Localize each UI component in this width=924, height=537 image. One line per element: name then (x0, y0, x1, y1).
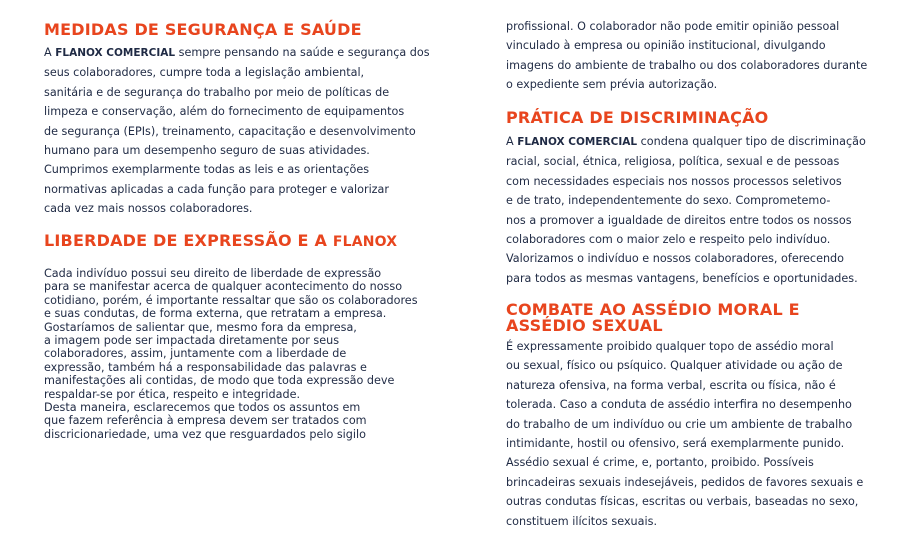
paragraph-line: para se manifestar acerca de qualquer acontecimento do nosso (44, 280, 403, 294)
paragraph-line: para todos as mesmas vantagens, benefícios e oportunidades. (506, 271, 858, 285)
paragraph-line: brincadeiras sexuais indesejáveis, pedidos de favores sexuais e (506, 475, 864, 489)
paragraph-line: e suas condutas, de forma externa, que retratam a empresa. (44, 307, 387, 321)
paragraph-line: outras condutas físicas, escritas ou verbais, baseadas no sexo, (506, 495, 859, 509)
paragraph-line: vinculado à empresa ou opinião institucional, divulgando (506, 39, 826, 53)
paragraph-line: É expressamente proibido qualquer topo de assédio moral (506, 340, 834, 353)
paragraph-line: profissional. O colaborador não pode emitir opinião pessoal (506, 20, 840, 33)
paragraph-line: com necessidades especiais nos nossos processos seletivos (506, 174, 842, 188)
paragraph-line: e de trato, independentemente do sexo. Comprometemo- (506, 194, 831, 208)
section-title-freedom-expression (44, 232, 397, 251)
paragraph-line: de segurança (EPIs), treinamento, capacitação e desenvolvimento (44, 124, 416, 138)
paragraph-line: Valorizamos o indivíduo e nossos colaboradores, oferecendo (506, 252, 845, 266)
paragraph-line: normativas aplicadas a cada função para proteger e valorizar (44, 182, 390, 196)
paragraph-line: colaboradores, assim, juntamente com a liberdade de (44, 347, 347, 361)
line-text: sempre pensando na saúde e segurança dos (175, 46, 430, 59)
paragraph-line: cada vez mais nossos colaboradores. (44, 202, 253, 216)
paragraph-line: que fazem referência à empresa devem ser tratados com (44, 414, 367, 428)
title-text: LIBERDADE DE EXPRESSÃO E A (44, 231, 333, 250)
paragraph-line: cotidiano, porém, é importante ressaltar que são os colaboradores (44, 293, 418, 307)
paragraph-line (506, 132, 866, 152)
paragraph-line: racial, social, étnica, religiosa, política, sexual e de pessoas (506, 155, 840, 169)
paragraph-line: humano para um desempenho seguro de suas atividades. (44, 144, 370, 158)
line-text: condena qualquer tipo de discriminação (637, 135, 866, 148)
section-body-continuation (506, 17, 867, 95)
paragraph-line: seus colaboradores, cumpre toda a legislação ambiental, (44, 66, 365, 80)
paragraph-line: imagens do ambiente de trabalho ou dos colaboradores durante (506, 58, 868, 72)
paragraph-line: ou sexual, físico ou psíquico. Qualquer atividade ou ação de (506, 359, 843, 373)
intro-word: A (44, 46, 52, 59)
paragraph-line: do trabalho de um indivíduo ou crie um ambiente de trabalho (506, 417, 853, 431)
section-title-discrimination: PRÁTICA DE DISCRIMINAÇÃO (506, 108, 769, 127)
paragraph-line (44, 43, 430, 63)
paragraph-line: limpeza e conservação, além do fornecimento de equipamentos (44, 105, 405, 119)
brand-name: FLANOX COMERCIAL (55, 47, 176, 59)
paragraph-line: natureza ofensiva, na forma verbal, escrita ou física, não é (506, 378, 836, 392)
paragraph-line: discricionariedade, uma vez que resguardados pelo sigilo (44, 427, 366, 441)
brand-name: FLANOX COMERCIAL (517, 136, 638, 148)
section-title-health-safety: MEDIDAS DE SEGURANÇA E SAÚDE (44, 20, 362, 39)
section-body-discrimination (506, 132, 866, 288)
paragraph-line: o expediente sem prévia autorização. (506, 78, 718, 92)
paragraph-line: colaboradores com o maior zelo e respeito pelo indivíduo. (506, 233, 831, 247)
intro-word: A (506, 135, 514, 148)
section-body-health-safety (44, 43, 430, 219)
section-title-harassment: COMBATE AO ASSÉDIO MORAL E ASSÉDIO SEXUAL (506, 300, 800, 335)
title-brand: FLANOX (332, 234, 398, 250)
paragraph-line: a imagem pode ser impactada diretamente por seus (44, 334, 340, 348)
paragraph-line: intimidante, hostil ou ofensivo, será exemplarmente punido. (506, 437, 845, 451)
paragraph-line: Cada indivíduo possui seu direito de liberdade de expressão (44, 267, 382, 280)
section-body-freedom-expression (44, 267, 418, 441)
paragraph-line: nos a promover a igualdade de direitos entre todos os nossos (506, 213, 852, 227)
paragraph-line: constituem ilícitos sexuais. (506, 514, 657, 528)
paragraph-line: respaldar-se por ética, respeito e integridade. (44, 387, 301, 401)
paragraph-line: Desta maneira, esclarecemos que todos os assuntos em (44, 401, 361, 415)
paragraph-line: tolerada. Caso a conduta de assédio interfira no desempenho (506, 398, 852, 412)
section-body-harassment (506, 337, 863, 531)
paragraph-line: expressão, também há a responsabilidade das palavras e (44, 360, 367, 374)
paragraph-line: Cumprimos exemplarmente todas as leis e as orientações (44, 163, 370, 177)
paragraph-line: Gostaríamos de salientar que, mesmo fora da empresa, (44, 320, 357, 334)
paragraph-line: manifestações ali contidas, de modo que toda expressão deve (44, 374, 395, 388)
paragraph-line: Assédio sexual é crime, e, portanto, proibido. Possíveis (506, 456, 814, 470)
paragraph-line: sanitária e de segurança do trabalho por meio de políticas de (44, 85, 390, 99)
